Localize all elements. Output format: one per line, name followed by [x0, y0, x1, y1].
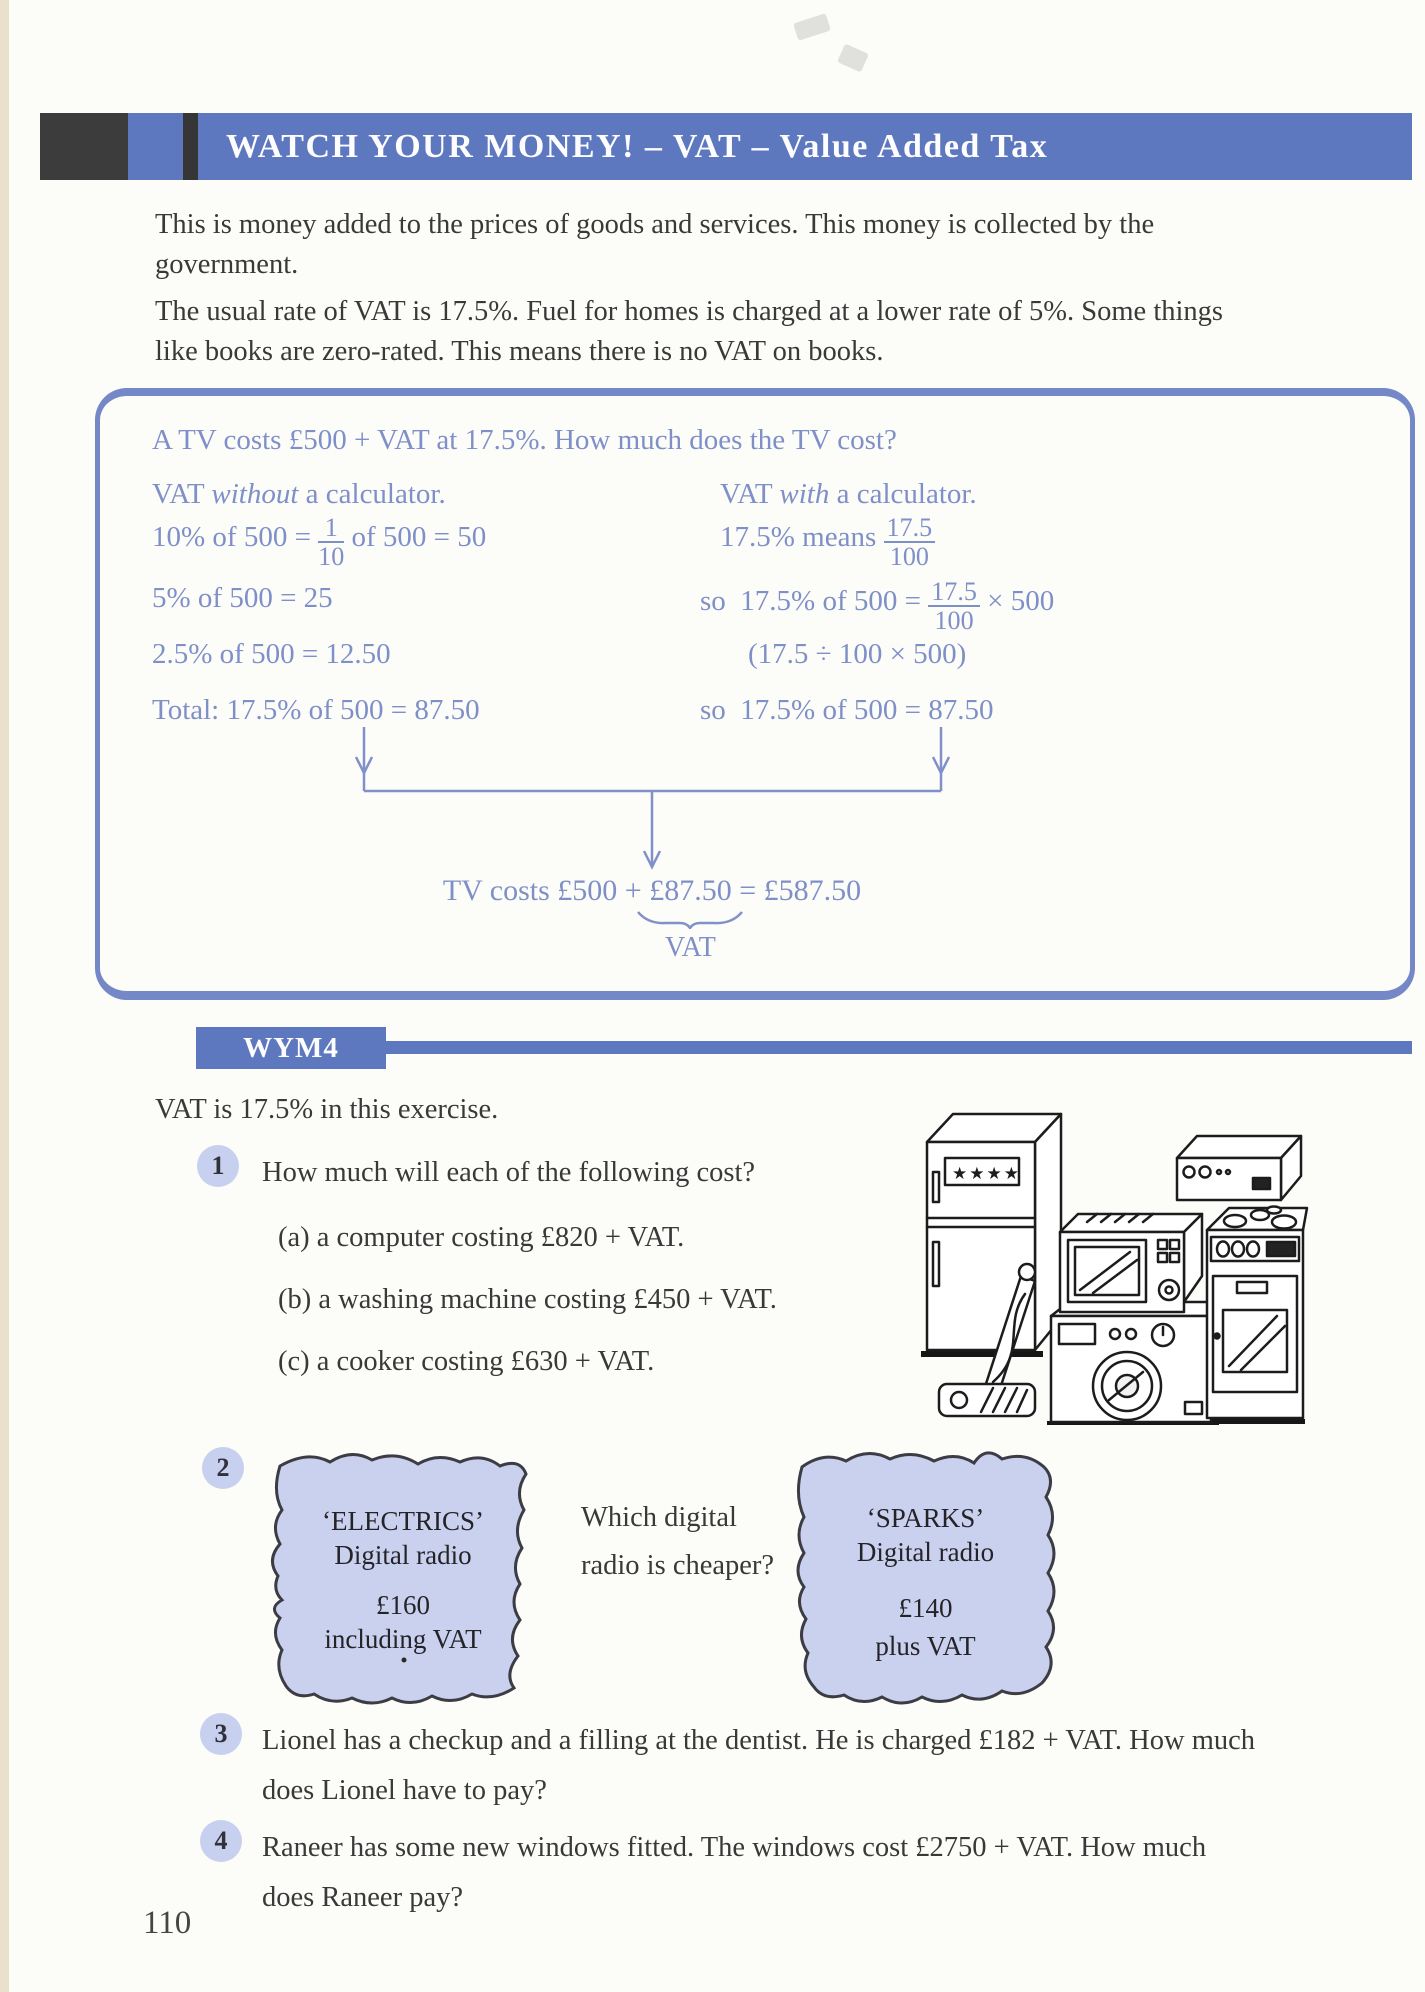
page-title: WATCH YOUR MONEY! – VAT – Value Added Tax: [226, 128, 1049, 165]
header-dark-tick: [183, 113, 198, 180]
fraction-17-5-over-100: $\frac{17.5}{100}$: [928, 578, 980, 635]
right-line-3: (17.5 ÷ 100 × 500): [748, 638, 967, 670]
ad-shop-name: ‘SPARKS’: [866, 1503, 985, 1533]
vat-brace-label: VAT: [665, 932, 716, 963]
torn-paper-shape: [788, 1443, 1063, 1711]
question-number-badge: 1: [197, 1145, 239, 1187]
worked-example-box: [95, 388, 1415, 1000]
appliances-illustration: [875, 1080, 1315, 1425]
question-number-badge: 2: [202, 1447, 244, 1489]
question-1-part-b: (b) a washing machine costing £450 + VAT.: [278, 1284, 777, 1315]
fraction-17-5-over-100: $\frac{17.5}{100}$: [884, 514, 936, 571]
underbrace-icon: [634, 909, 746, 929]
cooker-shadow: [1205, 1419, 1305, 1424]
question-1-text: How much will each of the following cost?: [262, 1157, 756, 1188]
grill-drawing: [1177, 1136, 1301, 1200]
example-question: A TV costs £500 + VAT at 17.5%. How much does the TV cost?: [152, 424, 897, 456]
question-1-part-c: (c) a cooker costing £630 + VAT.: [278, 1346, 655, 1377]
exercise-rule: [380, 1041, 1412, 1054]
microwave-drawing: [1060, 1214, 1202, 1312]
exercise-note: VAT is 17.5% in this exercise.: [155, 1094, 499, 1125]
torn-ad-electrics: [268, 1448, 538, 1708]
question-4-text: Raneer has some new windows fitted. The windows cost £2750 + VAT. How much does Raneer pay?: [262, 1832, 1207, 1913]
result-line: [352, 874, 952, 963]
question-1-part-a: (a) a computer costing £820 + VAT.: [278, 1222, 685, 1253]
flow-arrows: [100, 721, 1410, 881]
exercise-badge: WYM4: [196, 1027, 386, 1069]
torn-paper-shape: [268, 1448, 538, 1708]
ad-price: £140: [898, 1593, 953, 1623]
ad-shop-name: ‘ELECTRICS’: [322, 1506, 484, 1536]
right-line-4: so 17.5% of 500 = 87.50: [700, 694, 994, 726]
left-method-heading: VAT without a calculator.: [152, 478, 446, 510]
vat-amount: £87.50 VAT: [649, 874, 732, 908]
intro-paragraph-1: This is money added to the prices of goods and services. This money is collected by the government.: [155, 209, 1155, 280]
question-number-badge: 3: [200, 1713, 242, 1755]
left-line-4: Total: 17.5% of 500 = 87.50: [152, 694, 480, 726]
fridge-star-rating: ★★★★: [952, 1164, 1021, 1184]
left-line-3: 2.5% of 500 = 12.50: [152, 638, 391, 670]
scan-smudge: [837, 44, 869, 73]
fridge-shadow: [921, 1351, 1043, 1357]
right-line-2: so 17.5% of 500 = $\frac{17.5}{100}$ × 500: [700, 577, 1055, 636]
fridge-freezer-drawing: [927, 1114, 1061, 1350]
right-method-heading: VAT with a calculator.: [720, 478, 977, 510]
ad-price: £160: [376, 1590, 430, 1620]
header-dark-block: [40, 113, 128, 180]
intro-paragraph-2: The usual rate of VAT is 17.5%. Fuel for homes is charged at a lower rate of 5%. Some things like books are zero-rated. This means there is no VAT on books.: [155, 296, 1224, 367]
result-post: = £587.50: [731, 874, 862, 907]
fraction-one-tenth: $\frac{1}{10}$: [318, 513, 345, 572]
question-3-text: Lionel has a checkup and a filling at the dentist. He is charged £182 + VAT. How much does Lionel have to pay?: [262, 1725, 1256, 1806]
washing-machine-drawing: [1051, 1302, 1227, 1422]
left-line-2: 5% of 500 = 25: [152, 582, 333, 614]
page-number: 110: [143, 1905, 192, 1941]
question-2-prompt: Which digital radio is cheaper?: [581, 1502, 775, 1581]
left-line-1: 10% of 500 = $\frac{1}{10}$ of 500 = 50: [152, 513, 487, 572]
result-pre: TV costs £500 +: [442, 874, 650, 907]
ad-vat-note: plus VAT: [875, 1631, 976, 1661]
ad-product: Digital radio: [856, 1537, 995, 1567]
question-number-badge: 4: [200, 1820, 242, 1862]
page-edge-shadow: [0, 0, 9, 1992]
torn-ad-sparks: [788, 1443, 1063, 1711]
cooker-drawing: [1207, 1207, 1307, 1419]
ad-vat-note: including VAT: [324, 1624, 482, 1654]
scan-smudge: [793, 13, 831, 41]
ad-product: Digital radio: [334, 1540, 472, 1570]
right-line-1: 17.5% means $\frac{17.5}{100}$: [720, 514, 935, 571]
